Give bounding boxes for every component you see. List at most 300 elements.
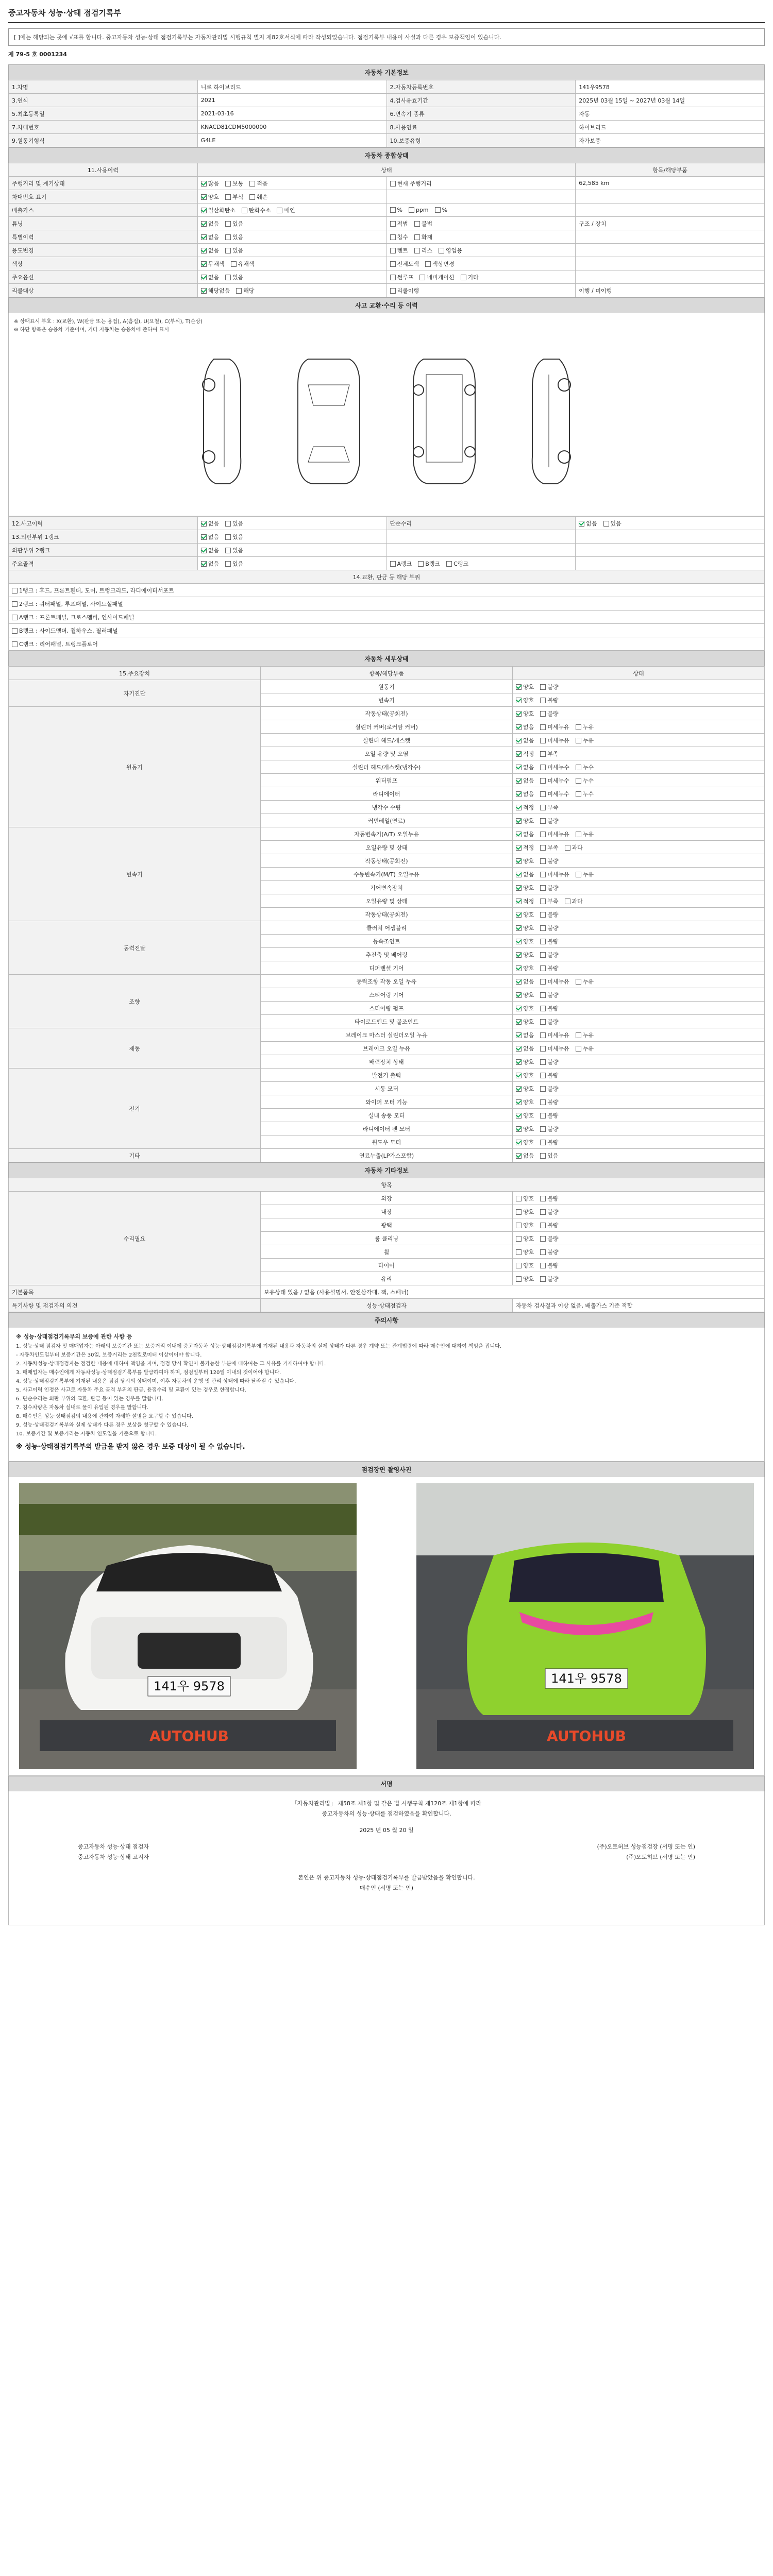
checkbox-option[interactable] — [225, 273, 243, 281]
checkbox-option[interactable] — [579, 519, 597, 528]
checkbox-option[interactable] — [540, 1125, 558, 1133]
checkbox-icon[interactable] — [540, 1276, 546, 1282]
checkbox-icon[interactable] — [540, 925, 546, 931]
checkbox-option[interactable] — [225, 519, 243, 528]
checkbox-icon[interactable] — [390, 275, 396, 280]
checkbox-icon[interactable] — [225, 561, 231, 567]
checkbox-option[interactable] — [540, 870, 569, 878]
checkbox-icon[interactable] — [201, 534, 207, 540]
checkbox-option[interactable] — [225, 179, 243, 188]
checkbox-option[interactable] — [516, 750, 534, 758]
checkbox-option[interactable] — [540, 884, 558, 892]
checkbox-icon[interactable] — [201, 261, 207, 267]
checkbox-icon[interactable] — [540, 684, 546, 690]
checkbox-option[interactable] — [516, 683, 534, 691]
checkbox-icon[interactable] — [418, 561, 424, 567]
checkbox-option[interactable] — [516, 1208, 534, 1216]
checkbox-icon[interactable] — [603, 521, 609, 527]
checkbox-option[interactable] — [576, 830, 594, 838]
checkbox-option[interactable] — [576, 1044, 594, 1053]
checkbox-option[interactable] — [516, 817, 534, 825]
checkbox-icon[interactable] — [540, 778, 546, 784]
checkbox-option[interactable] — [540, 1248, 558, 1256]
checkbox-icon[interactable] — [516, 1249, 522, 1255]
checkbox-option[interactable] — [516, 937, 534, 945]
checkbox-option[interactable] — [540, 1071, 558, 1079]
checkbox-icon[interactable] — [390, 221, 396, 227]
checkbox-option[interactable] — [390, 246, 408, 255]
checkbox-option[interactable] — [540, 843, 558, 852]
checkbox-icon[interactable] — [516, 1059, 522, 1065]
checkbox-option[interactable] — [576, 790, 594, 798]
checkbox-option[interactable] — [540, 1234, 558, 1243]
checkbox-icon[interactable] — [277, 208, 282, 213]
checkbox-option[interactable] — [516, 991, 534, 999]
checkbox-option[interactable] — [390, 286, 419, 295]
checkbox-icon[interactable] — [540, 818, 546, 824]
checkbox-option[interactable] — [390, 179, 432, 188]
checkbox-option[interactable] — [201, 519, 219, 528]
checkbox-option[interactable] — [576, 723, 594, 731]
checkbox-icon[interactable] — [390, 207, 396, 213]
checkbox-icon[interactable] — [540, 899, 546, 904]
checkbox-option[interactable] — [540, 1058, 558, 1066]
checkbox-icon[interactable] — [516, 765, 522, 770]
checkbox-icon[interactable] — [390, 261, 396, 267]
checkbox-icon[interactable] — [446, 561, 452, 567]
checkbox-option[interactable] — [516, 776, 534, 785]
checkbox-option[interactable] — [435, 207, 447, 213]
checkbox-option[interactable] — [565, 897, 583, 905]
checkbox-icon[interactable] — [201, 248, 207, 253]
checkbox-icon[interactable] — [516, 992, 522, 998]
checkbox-icon[interactable] — [516, 925, 522, 931]
checkbox-icon[interactable] — [540, 738, 546, 743]
checkbox-option[interactable] — [540, 1111, 558, 1120]
checkbox-option[interactable] — [576, 776, 594, 785]
checkbox-icon[interactable] — [516, 872, 522, 877]
checkbox-option[interactable] — [225, 219, 243, 228]
checkbox-option[interactable] — [540, 750, 558, 758]
checkbox-option[interactable] — [516, 1084, 534, 1093]
checkbox-icon[interactable] — [516, 912, 522, 918]
checkbox-icon[interactable] — [516, 845, 522, 851]
checkbox-icon[interactable] — [516, 1113, 522, 1118]
checkbox-option[interactable] — [390, 560, 412, 568]
checkbox-option[interactable] — [516, 1111, 534, 1120]
checkbox-icon[interactable] — [516, 1196, 522, 1201]
checkbox-icon[interactable] — [540, 1209, 546, 1215]
checkbox-icon[interactable] — [435, 207, 441, 213]
checkbox-icon[interactable] — [516, 1263, 522, 1268]
checkbox-icon[interactable] — [236, 288, 242, 294]
checkbox-icon[interactable] — [390, 248, 396, 253]
checkbox-option[interactable] — [540, 790, 569, 798]
checkbox-option[interactable] — [201, 560, 219, 568]
checkbox-icon[interactable] — [414, 234, 420, 240]
checkbox-icon[interactable] — [201, 561, 207, 567]
checkbox-icon[interactable] — [516, 832, 522, 837]
checkbox-icon[interactable] — [242, 208, 247, 213]
checkbox-icon[interactable] — [516, 1209, 522, 1215]
checkbox-icon[interactable] — [231, 261, 237, 267]
checkbox-option[interactable] — [249, 193, 267, 201]
checkbox-option[interactable] — [540, 910, 558, 919]
checkbox-icon[interactable] — [579, 521, 584, 527]
checkbox-option[interactable] — [516, 790, 534, 798]
checkbox-icon[interactable] — [576, 832, 581, 837]
checkbox-option[interactable] — [540, 1208, 558, 1216]
checkbox-option[interactable] — [540, 683, 558, 691]
checkbox-option[interactable] — [201, 246, 219, 255]
checkbox-icon[interactable] — [516, 1032, 522, 1038]
checkbox-option[interactable] — [236, 286, 254, 295]
checkbox-option[interactable] — [516, 843, 534, 852]
checkbox-option[interactable] — [201, 233, 219, 241]
checkbox-option[interactable] — [225, 246, 243, 255]
checkbox-icon[interactable] — [540, 1153, 546, 1159]
checkbox-option[interactable] — [390, 233, 408, 241]
checkbox-option[interactable] — [516, 696, 534, 704]
checkbox-icon[interactable] — [540, 711, 546, 717]
checkbox-option[interactable] — [516, 1194, 534, 1202]
checkbox-option[interactable] — [390, 260, 419, 268]
checkbox-option[interactable] — [390, 273, 414, 281]
checkbox-icon[interactable] — [540, 765, 546, 770]
checkbox-icon[interactable] — [540, 965, 546, 971]
checkbox-option[interactable] — [516, 910, 534, 919]
checkbox-option[interactable] — [516, 1125, 534, 1133]
checkbox-icon[interactable] — [540, 885, 546, 891]
checkbox-option[interactable] — [516, 1248, 534, 1256]
checkbox-icon[interactable] — [540, 1073, 546, 1078]
checkbox-icon[interactable] — [540, 1140, 546, 1145]
checkbox-icon[interactable] — [516, 1236, 522, 1242]
checkbox-icon[interactable] — [201, 548, 207, 553]
checkbox-option[interactable] — [540, 897, 558, 905]
checkbox-option[interactable] — [516, 736, 534, 744]
checkbox-option[interactable] — [418, 560, 440, 568]
checkbox-icon[interactable] — [540, 939, 546, 944]
checkbox-option[interactable] — [540, 1275, 558, 1283]
checkbox-icon[interactable] — [576, 1032, 581, 1038]
checkbox-icon[interactable] — [516, 1223, 522, 1228]
checkbox-option[interactable] — [576, 1031, 594, 1039]
checkbox-option[interactable] — [540, 709, 558, 718]
checkbox-icon[interactable] — [201, 208, 207, 213]
checkbox-option[interactable] — [540, 1004, 558, 1012]
checkbox-option[interactable] — [576, 870, 594, 878]
checkbox-option[interactable] — [516, 1151, 534, 1160]
checkbox-option[interactable] — [516, 884, 534, 892]
checkbox-option[interactable] — [540, 924, 558, 932]
checkbox-option[interactable] — [201, 193, 219, 201]
checkbox-option[interactable] — [201, 179, 219, 188]
checkbox-icon[interactable] — [414, 221, 420, 227]
checkbox-option[interactable] — [201, 273, 219, 281]
checkbox-option[interactable] — [516, 723, 534, 731]
checkbox-icon[interactable] — [225, 275, 231, 280]
checkbox-option[interactable] — [540, 803, 558, 811]
checkbox-icon[interactable] — [516, 684, 522, 690]
checkbox-option[interactable] — [414, 233, 432, 241]
checkbox-icon[interactable] — [516, 858, 522, 864]
checkbox-option[interactable] — [540, 1194, 558, 1202]
checkbox-option[interactable] — [576, 763, 594, 771]
checkbox-icon[interactable] — [540, 1249, 546, 1255]
checkbox-icon[interactable] — [540, 1032, 546, 1038]
checkbox-option[interactable] — [516, 1221, 534, 1229]
checkbox-option[interactable] — [225, 233, 243, 241]
checkbox-option[interactable] — [540, 951, 558, 959]
checkbox-icon[interactable] — [201, 234, 207, 240]
checkbox-option[interactable] — [425, 260, 455, 268]
checkbox-option[interactable] — [390, 207, 402, 213]
checkbox-icon[interactable] — [540, 1196, 546, 1201]
checkbox-icon[interactable] — [576, 791, 581, 797]
checkbox-option[interactable] — [516, 964, 534, 972]
checkbox-icon[interactable] — [540, 872, 546, 877]
checkbox-icon[interactable] — [225, 221, 231, 227]
checkbox-icon[interactable] — [414, 248, 420, 253]
checkbox-icon[interactable] — [225, 181, 231, 187]
checkbox-icon[interactable] — [540, 1223, 546, 1228]
checkbox-option[interactable] — [201, 206, 236, 214]
checkbox-icon[interactable] — [516, 1126, 522, 1132]
checkbox-icon[interactable] — [516, 1046, 522, 1052]
checkbox-icon[interactable] — [540, 791, 546, 797]
checkbox-icon[interactable] — [540, 1263, 546, 1268]
checkbox-icon[interactable] — [516, 885, 522, 891]
checkbox-icon[interactable] — [540, 1046, 546, 1052]
checkbox-option[interactable] — [516, 870, 534, 878]
checkbox-option[interactable] — [576, 736, 594, 744]
checkbox-option[interactable] — [409, 207, 429, 213]
checkbox-icon[interactable] — [540, 1086, 546, 1092]
checkbox-icon[interactable] — [516, 1140, 522, 1145]
checkbox-icon[interactable] — [201, 288, 207, 294]
checkbox-icon[interactable] — [516, 711, 522, 717]
checkbox-icon[interactable] — [540, 1236, 546, 1242]
checkbox-icon[interactable] — [225, 234, 231, 240]
checkbox-option[interactable] — [516, 1098, 534, 1106]
checkbox-icon[interactable] — [225, 521, 231, 527]
checkbox-icon[interactable] — [540, 992, 546, 998]
checkbox-icon[interactable] — [409, 207, 414, 213]
checkbox-icon[interactable] — [576, 724, 581, 730]
checkbox-option[interactable] — [461, 273, 479, 281]
checkbox-icon[interactable] — [540, 1113, 546, 1118]
checkbox-option[interactable] — [201, 546, 219, 554]
checkbox-option[interactable] — [419, 273, 454, 281]
checkbox-option[interactable] — [540, 1261, 558, 1269]
checkbox-icon[interactable] — [516, 952, 522, 958]
checkbox-icon[interactable] — [540, 724, 546, 730]
checkbox-option[interactable] — [516, 1031, 534, 1039]
checkbox-icon[interactable] — [516, 698, 522, 703]
checkbox-icon[interactable] — [225, 194, 231, 200]
checkbox-icon[interactable] — [201, 194, 207, 200]
checkbox-option[interactable] — [516, 977, 534, 986]
checkbox-option[interactable] — [540, 964, 558, 972]
checkbox-icon[interactable] — [516, 965, 522, 971]
checkbox-option[interactable] — [540, 723, 569, 731]
checkbox-icon[interactable] — [516, 738, 522, 743]
checkbox-option[interactable] — [540, 763, 569, 771]
checkbox-option[interactable] — [225, 533, 243, 541]
checkbox-icon[interactable] — [540, 1126, 546, 1132]
checkbox-option[interactable] — [540, 830, 569, 838]
checkbox-icon[interactable] — [516, 1099, 522, 1105]
checkbox-option[interactable] — [540, 1151, 558, 1160]
checkbox-option[interactable] — [516, 1004, 534, 1012]
checkbox-option[interactable] — [540, 977, 569, 986]
checkbox-option[interactable] — [242, 206, 271, 214]
checkbox-icon[interactable] — [540, 858, 546, 864]
checkbox-icon[interactable] — [516, 939, 522, 944]
checkbox-icon[interactable] — [390, 181, 396, 187]
checkbox-icon[interactable] — [419, 275, 425, 280]
checkbox-icon[interactable] — [225, 548, 231, 553]
checkbox-icon[interactable] — [12, 615, 18, 620]
checkbox-icon[interactable] — [12, 588, 18, 594]
checkbox-icon[interactable] — [225, 248, 231, 253]
checkbox-icon[interactable] — [249, 181, 255, 187]
checkbox-icon[interactable] — [516, 1019, 522, 1025]
checkbox-icon[interactable] — [390, 288, 396, 294]
checkbox-option[interactable] — [540, 937, 558, 945]
checkbox-icon[interactable] — [576, 872, 581, 877]
checkbox-option[interactable] — [439, 246, 462, 255]
checkbox-icon[interactable] — [516, 1006, 522, 1011]
checkbox-option[interactable] — [576, 977, 594, 986]
checkbox-option[interactable] — [540, 817, 558, 825]
checkbox-icon[interactable] — [201, 521, 207, 527]
checkbox-option[interactable] — [225, 546, 243, 554]
checkbox-icon[interactable] — [439, 248, 444, 253]
checkbox-icon[interactable] — [516, 1153, 522, 1159]
checkbox-option[interactable] — [540, 1031, 569, 1039]
checkbox-icon[interactable] — [540, 912, 546, 918]
checkbox-option[interactable] — [516, 1018, 534, 1026]
checkbox-icon[interactable] — [540, 805, 546, 810]
checkbox-option[interactable] — [516, 763, 534, 771]
checkbox-icon[interactable] — [516, 1073, 522, 1078]
checkbox-icon[interactable] — [576, 738, 581, 743]
checkbox-option[interactable] — [516, 1071, 534, 1079]
checkbox-option[interactable] — [516, 924, 534, 932]
checkbox-icon[interactable] — [540, 1099, 546, 1105]
checkbox-icon[interactable] — [201, 181, 207, 187]
checkbox-option[interactable] — [201, 260, 225, 268]
checkbox-option[interactable] — [516, 951, 534, 959]
checkbox-icon[interactable] — [540, 1019, 546, 1025]
checkbox-icon[interactable] — [576, 778, 581, 784]
checkbox-option[interactable] — [516, 1058, 534, 1066]
checkbox-icon[interactable] — [576, 765, 581, 770]
checkbox-icon[interactable] — [516, 778, 522, 784]
checkbox-option[interactable] — [540, 1138, 558, 1146]
checkbox-option[interactable] — [277, 206, 295, 214]
checkbox-icon[interactable] — [565, 845, 570, 851]
checkbox-icon[interactable] — [565, 899, 570, 904]
checkbox-option[interactable] — [516, 803, 534, 811]
checkbox-option[interactable] — [540, 1221, 558, 1229]
checkbox-option[interactable] — [540, 696, 558, 704]
checkbox-icon[interactable] — [12, 628, 18, 634]
checkbox-icon[interactable] — [225, 534, 231, 540]
checkbox-icon[interactable] — [576, 1046, 581, 1052]
checkbox-option[interactable] — [225, 560, 243, 568]
checkbox-icon[interactable] — [540, 1006, 546, 1011]
checkbox-option[interactable] — [390, 219, 408, 228]
checkbox-option[interactable] — [201, 286, 230, 295]
checkbox-icon[interactable] — [576, 979, 581, 985]
checkbox-icon[interactable] — [201, 275, 207, 280]
checkbox-option[interactable] — [516, 1275, 534, 1283]
checkbox-option[interactable] — [446, 560, 468, 568]
checkbox-icon[interactable] — [425, 261, 431, 267]
checkbox-option[interactable] — [225, 193, 243, 201]
checkbox-option[interactable] — [565, 843, 583, 852]
checkbox-icon[interactable] — [540, 698, 546, 703]
checkbox-icon[interactable] — [12, 601, 18, 607]
checkbox-icon[interactable] — [540, 952, 546, 958]
checkbox-icon[interactable] — [201, 221, 207, 227]
checkbox-option[interactable] — [516, 1234, 534, 1243]
checkbox-icon[interactable] — [516, 979, 522, 985]
checkbox-option[interactable] — [540, 1098, 558, 1106]
checkbox-option[interactable] — [516, 830, 534, 838]
checkbox-icon[interactable] — [516, 818, 522, 824]
checkbox-option[interactable] — [231, 260, 255, 268]
checkbox-option[interactable] — [540, 1044, 569, 1053]
checkbox-option[interactable] — [516, 709, 534, 718]
checkbox-icon[interactable] — [249, 194, 255, 200]
checkbox-option[interactable] — [414, 219, 432, 228]
checkbox-option[interactable] — [516, 1044, 534, 1053]
checkbox-icon[interactable] — [516, 805, 522, 810]
checkbox-option[interactable] — [516, 857, 534, 865]
checkbox-icon[interactable] — [516, 1086, 522, 1092]
checkbox-option[interactable] — [516, 897, 534, 905]
checkbox-option[interactable] — [516, 1138, 534, 1146]
checkbox-option[interactable] — [201, 219, 219, 228]
checkbox-icon[interactable] — [390, 561, 396, 567]
checkbox-option[interactable] — [249, 179, 267, 188]
checkbox-option[interactable] — [414, 246, 432, 255]
checkbox-option[interactable] — [516, 1261, 534, 1269]
checkbox-option[interactable] — [201, 533, 219, 541]
checkbox-icon[interactable] — [461, 275, 466, 280]
checkbox-option[interactable] — [540, 1084, 558, 1093]
checkbox-option[interactable] — [540, 857, 558, 865]
checkbox-option[interactable] — [540, 991, 558, 999]
checkbox-icon[interactable] — [12, 641, 18, 647]
checkbox-option[interactable] — [540, 776, 569, 785]
checkbox-icon[interactable] — [516, 751, 522, 757]
checkbox-icon[interactable] — [540, 751, 546, 757]
checkbox-icon[interactable] — [540, 979, 546, 985]
checkbox-option[interactable] — [540, 1018, 558, 1026]
checkbox-icon[interactable] — [390, 234, 396, 240]
checkbox-icon[interactable] — [540, 845, 546, 851]
checkbox-icon[interactable] — [516, 899, 522, 904]
checkbox-icon[interactable] — [516, 724, 522, 730]
checkbox-option[interactable] — [603, 519, 621, 528]
checkbox-icon[interactable] — [516, 1276, 522, 1282]
checkbox-icon[interactable] — [516, 791, 522, 797]
